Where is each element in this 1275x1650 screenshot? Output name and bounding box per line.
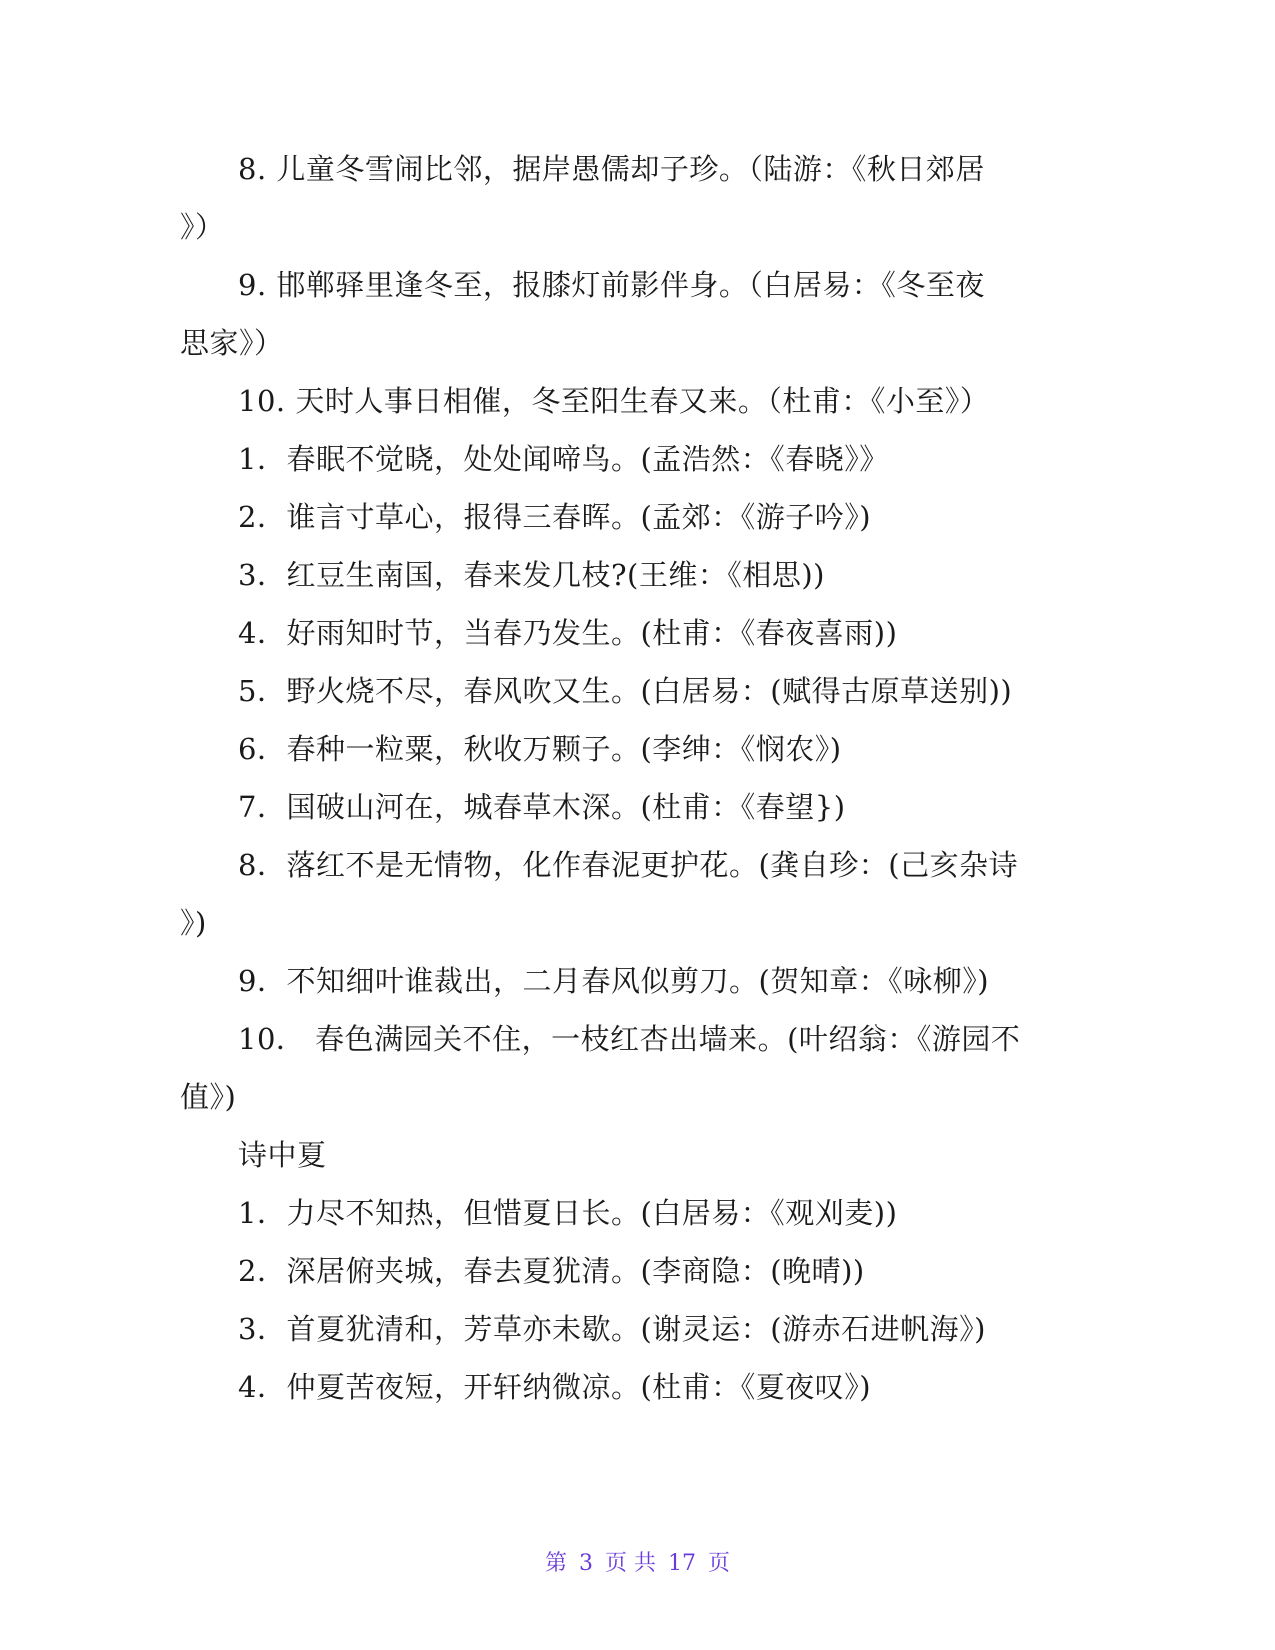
text-line: 9. 邯郸驿里逢冬至，报膝灯前影伴身。（白居易：《冬至夜	[238, 268, 985, 302]
text-line: 10． 春色满园关不住，一枝红杏出墙来。(叶绍翁：《游园不	[238, 1022, 1021, 1056]
text-line: 1．春眠不觉晓，处处闻啼鸟。(孟浩然：《春晓》》	[238, 442, 889, 476]
page-footer	[0, 1546, 1275, 1577]
text-line: 3．红豆生南国，春来发几枝?(王维：《相思))	[238, 558, 825, 592]
footer-prefix: 第	[544, 1551, 567, 1576]
text-line: 》）	[180, 210, 225, 244]
text-line: 8．落红不是无情物，化作春泥更护花。(龚自珍：(己亥杂诗	[238, 848, 1019, 882]
page-body	[180, 140, 1080, 1416]
text-line: 4．好雨知时节，当春乃发生。(杜甫：《春夜喜雨))	[238, 616, 898, 650]
text-line: 2．谁言寸草心，报得三春晖。(孟郊：《游子吟》)	[238, 500, 872, 534]
text-line: 10. 天时人事日相催，冬至阳生春又来。（杜甫：《小至》）	[238, 384, 990, 418]
text-line: 3．首夏犹清和，芳草亦未歇。(谢灵运：(游赤石进帆海》)	[238, 1312, 986, 1346]
text-line: 4．仲夏苦夜短，开轩纳微凉。(杜甫：《夏夜叹》)	[238, 1370, 872, 1404]
total-pages: 17	[668, 1551, 696, 1576]
text-line: 》)	[180, 906, 207, 940]
text-line: 7．国破山河在，城春草木深。(杜甫：《春望})	[238, 790, 846, 824]
text-line: 值》)	[180, 1080, 237, 1114]
text-line: 9．不知细叶谁裁出，二月春风似剪刀。(贺知章：《咏柳》)	[238, 964, 990, 998]
footer-suffix: 页	[708, 1551, 731, 1576]
section-heading: 诗中夏	[238, 1138, 327, 1172]
page-number: 3	[579, 1551, 593, 1576]
text-line: 1．力尽不知热，但惜夏日长。(白居易：《观刈麦))	[238, 1196, 898, 1230]
text-line: 思家》）	[180, 326, 284, 360]
text-line: 6．春种一粒粟，秋收万颗子。(李绅：《悯农》)	[238, 732, 842, 766]
text-line: 2．深居俯夹城，春去夏犹清。(李商隐：(晚晴))	[238, 1254, 865, 1288]
text-line: 5．野火烧不尽，春风吹又生。(白居易：(赋得古原草送别))	[238, 674, 1013, 708]
text-line: 8. 儿童冬雪闹比邻，据岸愚儒却子珍。（陆游：《秋日郊居	[238, 152, 985, 186]
footer-middle: 页 共	[605, 1551, 656, 1576]
